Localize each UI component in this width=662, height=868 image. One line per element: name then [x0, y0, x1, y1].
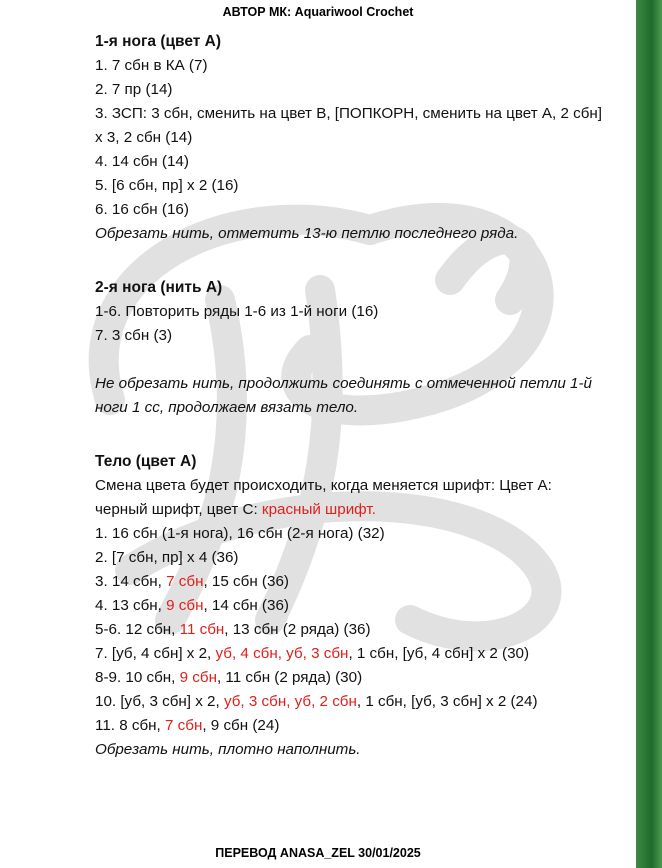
section2-row-2: 7. 3 сбн (3)	[95, 327, 173, 344]
text-segment: 3. 14 сбн,	[95, 573, 167, 590]
red-text-segment: уб, 4 сбн, уб, 3 сбн	[215, 645, 349, 662]
section3-row-1	[95, 522, 605, 546]
section1-row-3: 3. ЗСП: 3 сбн, сменить на цвет В, [ПОПКОРН, сменить на цвет А, 2 сбн] х 3, 2 сбн (14)	[95, 105, 603, 146]
translator-footer: ПЕРЕВОД ANASA_ZEL 30/01/2025	[215, 846, 421, 860]
section3-row-2	[95, 546, 605, 570]
section1-row-2: 2. 7 пр (14)	[95, 81, 173, 98]
section1-row-6: 6. 16 сбн (16)	[95, 201, 189, 218]
pattern-content	[95, 30, 605, 762]
section3-rows	[95, 522, 605, 738]
section2-note: Не обрезать нить, продолжить соединять с отмеченной петли 1-й ноги 1 сс, продолжаем вязать тело.	[95, 375, 592, 416]
section1-note: Обрезать нить, отметить 13-ю петлю последнего ряда.	[95, 225, 519, 242]
section3-row-4	[95, 594, 605, 618]
red-text-segment: 7 сбн	[165, 717, 203, 734]
red-text-segment: 7 сбн	[166, 573, 204, 590]
section1-title: 1-я нога (цвет А)	[95, 33, 222, 50]
text-segment: 8-9. 10 сбн,	[95, 669, 180, 686]
text-segment: 11. 8 сбн,	[95, 717, 165, 734]
section3-row-3	[95, 570, 605, 594]
text-segment: , 11 сбн (2 ряда) (30)	[216, 669, 363, 686]
text-segment: 5-6. 12 сбн,	[95, 621, 180, 638]
section1-row-5: 5. [6 сбн, пр] х 2 (16)	[95, 177, 239, 194]
section3-row-8	[95, 690, 605, 714]
author-header: АВТОР МК: Aquariwool Crochet	[222, 5, 414, 19]
section1-row-1: 1. 7 сбн в КА (7)	[95, 57, 208, 74]
text-segment: , 15 сбн (36)	[203, 573, 289, 590]
section3-row-7	[95, 666, 605, 690]
section2-row-1: 1-6. Повторить ряды 1-6 из 1-й ноги (16)	[95, 303, 379, 320]
text-segment: 7. [уб, 4 сбн] х 2,	[95, 645, 216, 662]
section3-note: Обрезать нить, плотно наполнить.	[95, 741, 361, 758]
red-text-segment: уб, 3 сбн, уб, 2 сбн	[223, 693, 357, 710]
red-text-segment: 11 сбн	[179, 621, 225, 638]
text-segment: 2. [7 сбн, пр] х 4 (36)	[95, 549, 239, 566]
text-segment: , 1 сбн, [уб, 4 сбн] х 2 (30)	[348, 645, 530, 662]
section3-title: Тело (цвет А)	[95, 453, 197, 470]
section3-intro	[95, 474, 605, 522]
text-segment: , 1 сбн, [уб, 3 сбн] х 2 (24)	[356, 693, 538, 710]
text-segment: , 9 сбн (24)	[202, 717, 280, 734]
section3-row-5	[95, 618, 605, 642]
red-text-segment: 9 сбн	[166, 597, 204, 614]
section2-title: 2-я нога (нить А)	[95, 279, 223, 296]
text-segment: 10. [уб, 3 сбн] х 2,	[95, 693, 224, 710]
section3-intro-text: Смена цвета будет происходить, когда меняется шрифт: Цвет А: черный шрифт, цвет С:	[95, 477, 552, 518]
section1-row-4: 4. 14 сбн (14)	[95, 153, 189, 170]
text-segment: 4. 13 сбн,	[95, 597, 167, 614]
section3-intro-red: красный шрифт.	[261, 501, 376, 518]
text-segment: 1. 16 сбн (1-я нога), 16 сбн (2-я нога) (32)	[95, 525, 385, 542]
text-segment: , 14 сбн (36)	[203, 597, 289, 614]
background-edge	[636, 0, 662, 868]
text-segment: , 13 сбн (2 ряда) (36)	[224, 621, 371, 638]
section3-row-6	[95, 642, 605, 666]
red-text-segment: 9 сбн	[179, 669, 217, 686]
section3-row-9	[95, 714, 605, 738]
